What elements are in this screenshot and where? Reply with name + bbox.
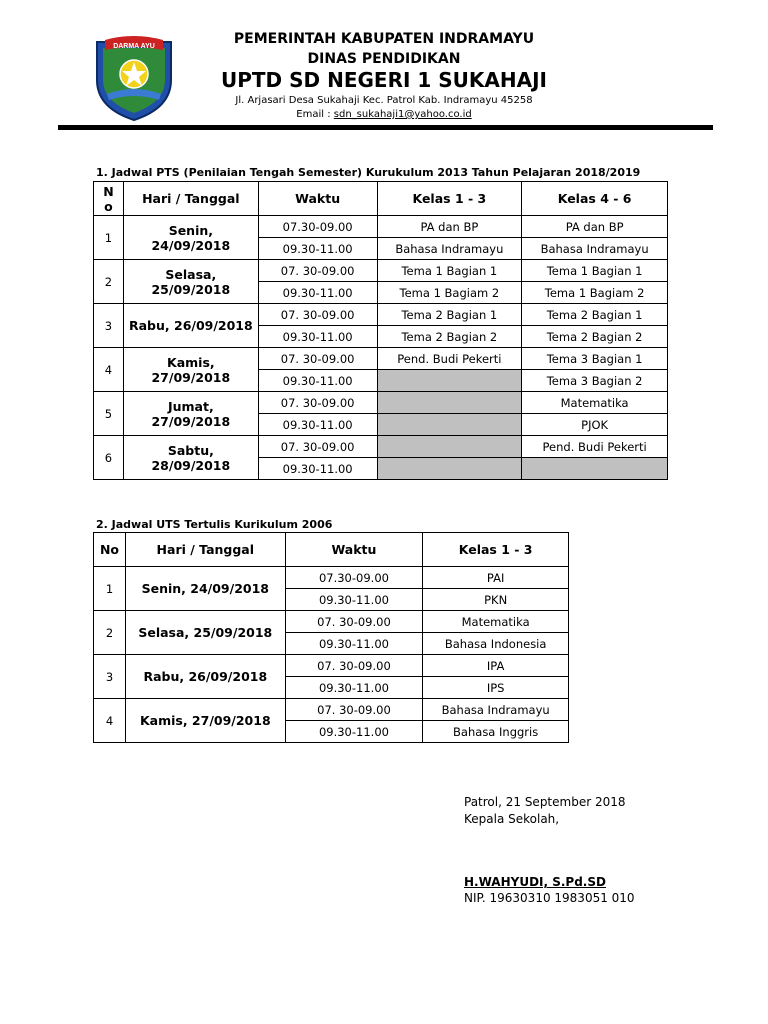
subject-cell: PKN xyxy=(423,589,569,611)
row-number: 5 xyxy=(94,392,124,436)
time-cell: 09.30-11.00 xyxy=(258,458,377,480)
email-link[interactable]: sdn_sukahaji1@yahoo.co.id xyxy=(333,109,472,120)
column-header: Hari / Tanggal xyxy=(125,533,285,567)
subject-cell: Tema 2 Bagian 2 xyxy=(522,326,668,348)
time-cell: 09.30-11.00 xyxy=(258,282,377,304)
column-header: Waktu xyxy=(258,182,377,216)
table-row xyxy=(94,216,668,238)
column-header: Kelas 1 - 3 xyxy=(423,533,569,567)
table-header-row xyxy=(94,182,668,216)
logo-text: DARMA AYU xyxy=(113,43,155,50)
signature-nip: NIP. 19630310 1983051 010 xyxy=(464,891,635,905)
column-header: N o xyxy=(94,182,124,216)
empty-cell xyxy=(377,458,522,480)
header-government: PEMERINTAH KABUPATEN INDRAMAYU xyxy=(233,31,535,47)
subject-cell: Bahasa Inggris xyxy=(423,721,569,743)
subject-cell: PA dan BP xyxy=(522,216,668,238)
header-email-line xyxy=(0,109,768,120)
table-row xyxy=(94,699,569,721)
time-cell: 07. 30-09.00 xyxy=(258,348,377,370)
empty-cell xyxy=(377,436,522,458)
time-cell: 09.30-11.00 xyxy=(258,414,377,436)
column-header: Kelas 4 - 6 xyxy=(522,182,668,216)
table-row xyxy=(94,304,668,326)
empty-cell xyxy=(377,392,522,414)
subject-cell: Tema 1 Bagiam 2 xyxy=(377,282,522,304)
row-number: 2 xyxy=(94,260,124,304)
subject-cell: Bahasa Indramayu xyxy=(522,238,668,260)
time-cell: 07. 30-09.00 xyxy=(258,260,377,282)
time-cell: 07. 30-09.00 xyxy=(285,699,423,721)
table-row xyxy=(94,567,569,589)
subject-cell: Tema 3 Bagian 1 xyxy=(522,348,668,370)
time-cell: 09.30-11.00 xyxy=(285,589,423,611)
subject-cell: Tema 2 Bagian 2 xyxy=(377,326,522,348)
time-cell: 07. 30-09.00 xyxy=(258,304,377,326)
day-date-cell: Selasa, 25/09/2018 xyxy=(123,260,258,304)
subject-cell: Tema 1 Bagian 1 xyxy=(377,260,522,282)
table-row xyxy=(94,348,668,370)
subject-cell: Matematika xyxy=(522,392,668,414)
signature-place-date: Patrol, 21 September 2018 xyxy=(464,795,626,809)
time-cell: 09.30-11.00 xyxy=(285,677,423,699)
time-cell: 09.30-11.00 xyxy=(285,633,423,655)
time-cell: 07. 30-09.00 xyxy=(258,436,377,458)
row-number: 4 xyxy=(94,348,124,392)
email-label: Email : xyxy=(296,109,334,120)
empty-cell xyxy=(377,414,522,436)
table-row xyxy=(94,260,668,282)
subject-cell: Tema 2 Bagian 1 xyxy=(377,304,522,326)
time-cell: 09.30-11.00 xyxy=(258,326,377,348)
subject-cell: PA dan BP xyxy=(377,216,522,238)
column-header: Kelas 1 - 3 xyxy=(377,182,522,216)
day-date-cell: Jumat, 27/09/2018 xyxy=(123,392,258,436)
empty-cell xyxy=(377,370,522,392)
time-cell: 07.30-09.00 xyxy=(258,216,377,238)
row-number: 1 xyxy=(94,216,124,260)
time-cell: 07. 30-09.00 xyxy=(285,655,423,677)
subject-cell: Tema 1 Bagian 1 xyxy=(522,260,668,282)
subject-cell: IPA xyxy=(423,655,569,677)
column-header: Hari / Tanggal xyxy=(123,182,258,216)
time-cell: 09.30-11.00 xyxy=(285,721,423,743)
header-department: DINAS PENDIDIKAN xyxy=(307,51,461,67)
uts-title: 2. Jadwal UTS Tertulis Kurikulum 2006 xyxy=(96,518,333,531)
header-school-name: UPTD SD NEGERI 1 SUKAHAJI xyxy=(221,68,547,92)
day-date-cell: Selasa, 25/09/2018 xyxy=(125,611,285,655)
pts-schedule-table xyxy=(93,181,668,480)
subject-cell: PAI xyxy=(423,567,569,589)
signature-name: H.WAHYUDI, S.Pd.SD xyxy=(464,875,606,889)
day-date-cell: Senin, 24/09/2018 xyxy=(125,567,285,611)
header-divider xyxy=(58,125,713,130)
subject-cell: Tema 2 Bagian 1 xyxy=(522,304,668,326)
row-number: 1 xyxy=(94,567,126,611)
row-number: 3 xyxy=(94,304,124,348)
day-date-cell: Sabtu, 28/09/2018 xyxy=(123,436,258,480)
day-date-cell: Kamis, 27/09/2018 xyxy=(125,699,285,743)
signature-position: Kepala Sekolah, xyxy=(464,812,560,826)
subject-cell: Tema 3 Bagian 2 xyxy=(522,370,668,392)
day-date-cell: Rabu, 26/09/2018 xyxy=(123,304,258,348)
time-cell: 09.30-11.00 xyxy=(258,370,377,392)
day-date-cell: Senin, 24/09/2018 xyxy=(123,216,258,260)
table-header-row xyxy=(94,533,569,567)
time-cell: 07. 30-09.00 xyxy=(285,611,423,633)
table-row xyxy=(94,392,668,414)
time-cell: 09.30-11.00 xyxy=(258,238,377,260)
pts-title: 1. Jadwal PTS (Penilaian Tengah Semester) Kurukulum 2013 Tahun Pelajaran 2018/2019 xyxy=(96,166,641,179)
subject-cell: Pend. Budi Pekerti xyxy=(522,436,668,458)
time-cell: 07. 30-09.00 xyxy=(258,392,377,414)
day-date-cell: Rabu, 26/09/2018 xyxy=(125,655,285,699)
row-number: 4 xyxy=(94,699,126,743)
subject-cell: Bahasa Indonesia xyxy=(423,633,569,655)
subject-cell: PJOK xyxy=(522,414,668,436)
table-row xyxy=(94,611,569,633)
header-address: Jl. Arjasari Desa Sukahaji Kec. Patrol Kab. Indramayu 45258 xyxy=(235,95,533,106)
column-header: No xyxy=(94,533,126,567)
subject-cell: Pend. Budi Pekerti xyxy=(377,348,522,370)
subject-cell: Matematika xyxy=(423,611,569,633)
subject-cell: Tema 1 Bagiam 2 xyxy=(522,282,668,304)
subject-cell: Bahasa Indramayu xyxy=(377,238,522,260)
table-row xyxy=(94,436,668,458)
empty-cell xyxy=(522,458,668,480)
time-cell: 07.30-09.00 xyxy=(285,567,423,589)
subject-cell: IPS xyxy=(423,677,569,699)
subject-cell: Bahasa Indramayu xyxy=(423,699,569,721)
row-number: 6 xyxy=(94,436,124,480)
row-number: 3 xyxy=(94,655,126,699)
table-row xyxy=(94,655,569,677)
column-header: Waktu xyxy=(285,533,423,567)
row-number: 2 xyxy=(94,611,126,655)
day-date-cell: Kamis, 27/09/2018 xyxy=(123,348,258,392)
uts-schedule-table xyxy=(93,532,569,743)
